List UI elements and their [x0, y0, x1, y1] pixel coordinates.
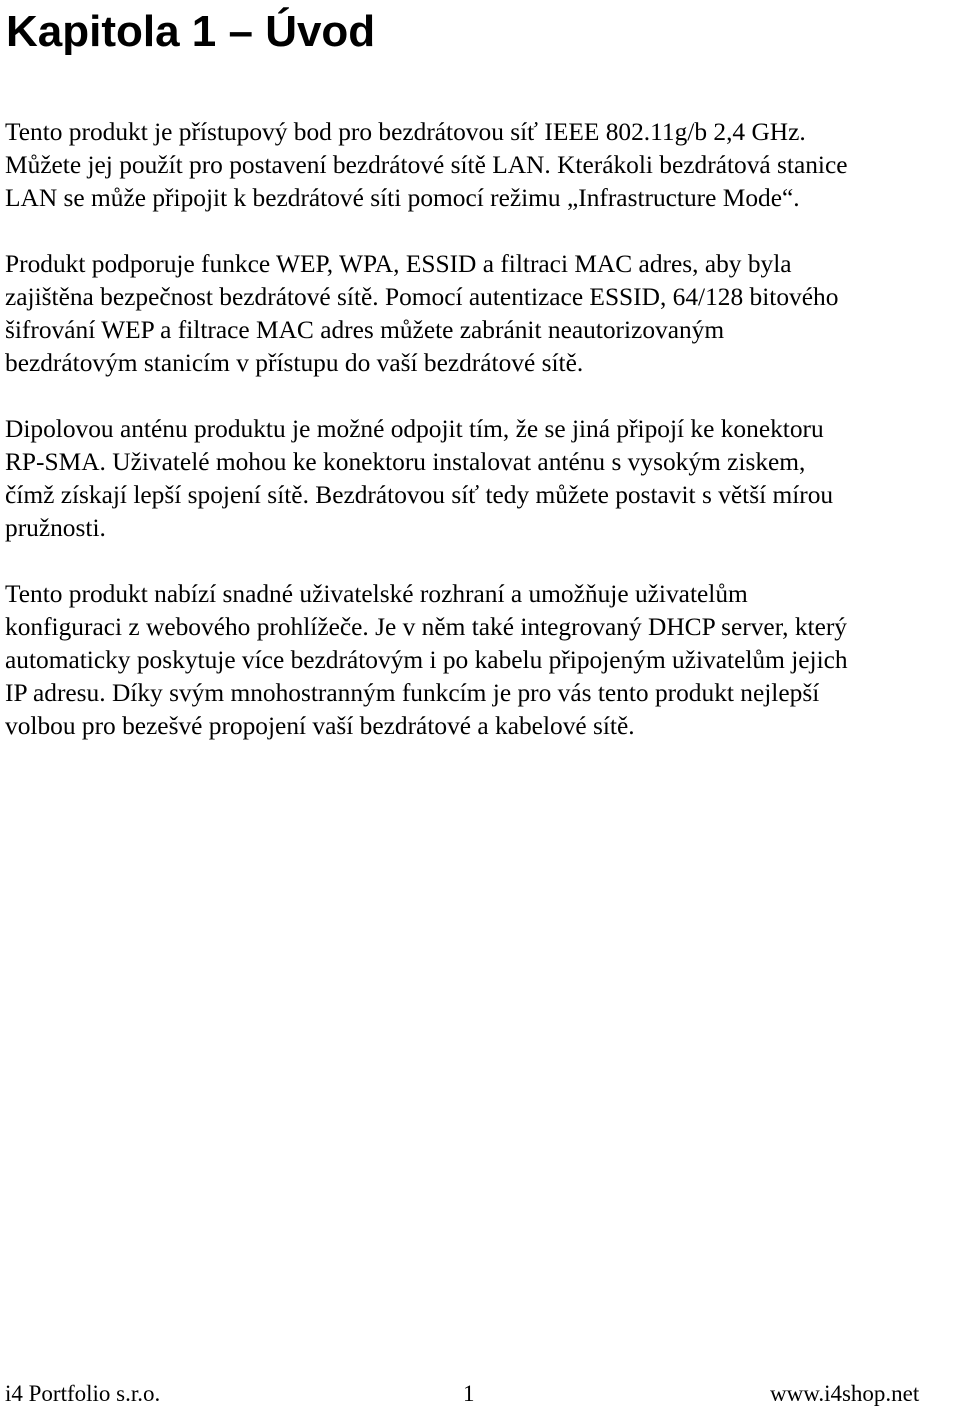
text-line: Tento produkt nabízí snadné uživatelské rozhraní a umožňuje uživatelům: [5, 580, 748, 608]
text-line: konfiguraci z webového prohlížeče. Je v něm také integrovaný DHCP server, který: [5, 613, 847, 641]
text-line: čímž získají lepší spojení sítě. Bezdrátovou síť tedy můžete postavit s větší mírou: [5, 481, 834, 509]
paragraph-antenna: [5, 413, 960, 545]
text-line: pružnosti.: [5, 514, 106, 542]
text-line: IP adresu. Díky svým mnohostranným funkcím je pro vás tento produkt nejlepší: [5, 679, 820, 707]
text-line: šifrování WEP a filtrace MAC adres můžete zabránit neautorizovaným: [5, 316, 725, 344]
text-line: Produkt podporuje funkce WEP, WPA, ESSID a filtraci MAC adres, aby byla: [5, 250, 792, 278]
text-line: Dipolovou anténu produktu je možné odpojit tím, že se jiná připojí ke konektoru: [5, 415, 824, 443]
footer-company: i4 Portfolio s.r.o.: [5, 1381, 161, 1406]
text-line: automaticky poskytuje více bezdrátovým i po kabelu připojeným uživatelům jejich: [5, 646, 848, 674]
text-line: Tento produkt je přístupový bod pro bezdrátovou síť IEEE 802.11g/b 2,4 GHz.: [5, 118, 806, 146]
footer-page-number: 1: [463, 1381, 475, 1406]
text-line: RP-SMA. Uživatelé mohou ke konektoru instalovat anténu s vysokým ziskem,: [5, 448, 806, 476]
text-line: volbou pro bezešvé propojení vaší bezdrátové a kabelové sítě.: [5, 712, 635, 740]
page-title: Kapitola 1 – Úvod: [6, 7, 376, 56]
paragraph-interface: [5, 578, 960, 743]
text-line: bezdrátovým stanicím v přístupu do vaší bezdrátové sítě.: [5, 349, 584, 377]
text-line: Můžete jej použít pro postavení bezdrátové sítě LAN. Kterákoli bezdrátová stanice: [5, 151, 848, 179]
text-line: LAN se může připojit k bezdrátové síti pomocí režimu „Infrastructure Mode“.: [5, 184, 800, 212]
paragraph-intro: [5, 116, 960, 215]
footer-website: www.i4shop.net: [770, 1381, 920, 1406]
paragraph-security: [5, 248, 960, 380]
text-line: zajištěna bezpečnost bezdrátové sítě. Pomocí autentizace ESSID, 64/128 bitového: [5, 283, 839, 311]
